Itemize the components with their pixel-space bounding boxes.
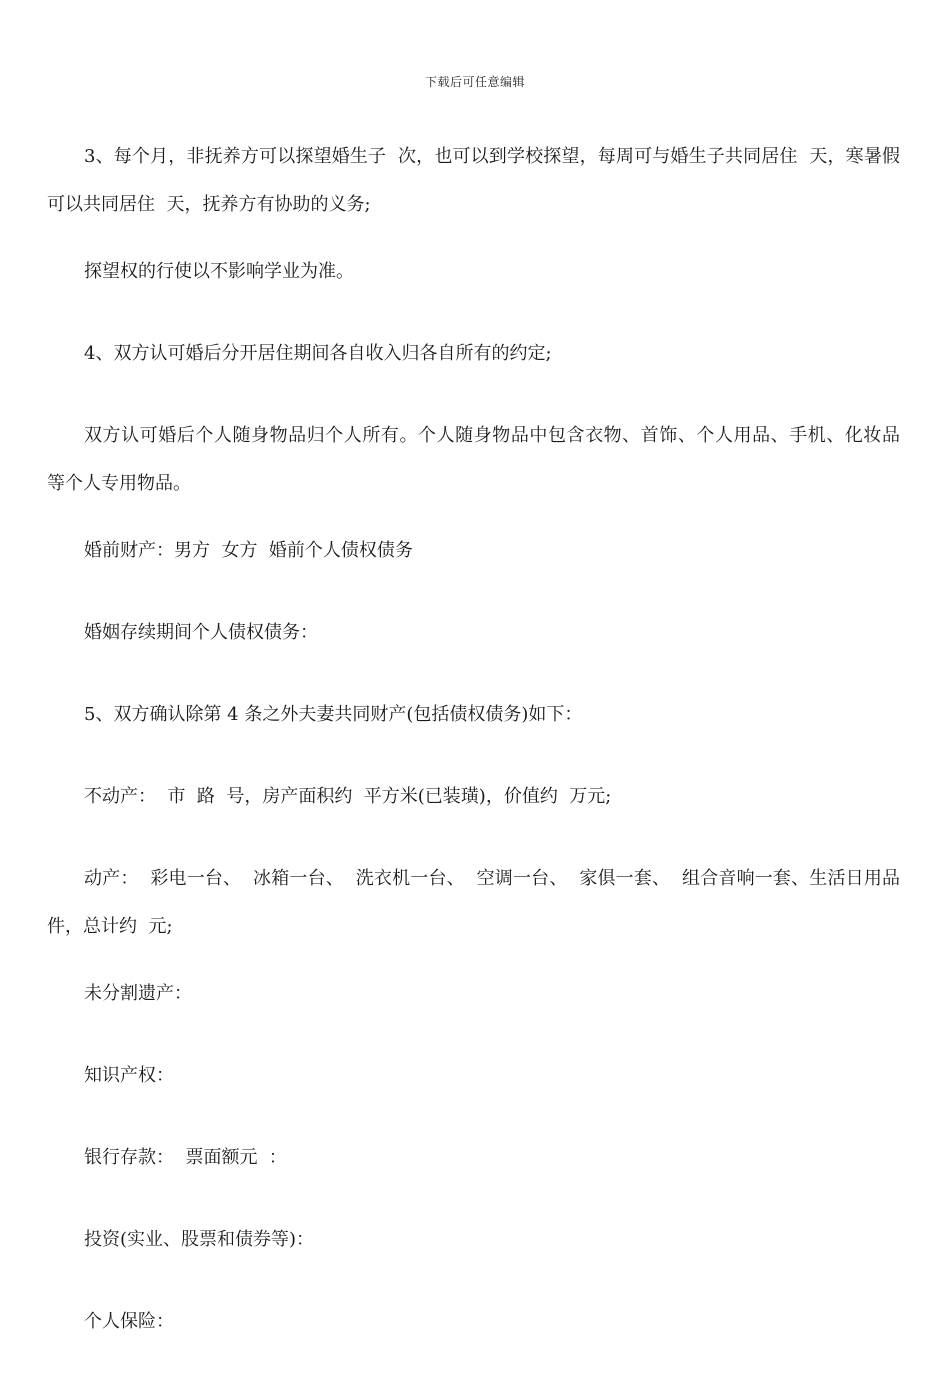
page-header: 下载后可任意编辑 bbox=[424, 75, 525, 89]
paragraph-investments: 投资(实业、股票和债券等)： bbox=[84, 1229, 315, 1250]
document-body bbox=[47, 133, 912, 1380]
paragraph-insurance: 个人保险： bbox=[84, 1311, 174, 1332]
paragraph-premarital-property: 婚前财产：男方 女方 婚前个人债权债务 bbox=[84, 540, 413, 561]
paragraph-personal-items: 双方认可婚后个人随身物品归个人所有。个人随身物品中包含衣物、首饰、个人用品、手机、化妆品 等个人专用物品。 bbox=[47, 425, 912, 494]
paragraph-intellectual-property: 知识产权： bbox=[84, 1065, 174, 1086]
paragraph-marital-debts: 婚姻存续期间个人债权债务： bbox=[84, 622, 318, 643]
paragraph-visitation-rule: 探望权的行使以不影响学业为准。 bbox=[84, 261, 354, 282]
paragraph-bank-deposits: 银行存款： 票面额元 ： bbox=[84, 1147, 287, 1168]
paragraph-income: 4、双方认可婚后分开居住期间各自收入归各自所有的约定; bbox=[84, 343, 552, 364]
paragraph-movables: 动产： 彩电一台、 冰箱一台、 洗衣机一台、 空调一台、 家俱一套、 组合音响一套、生活日用品 件，总计约 元; bbox=[47, 868, 912, 937]
paragraph-common-property: 5、双方确认除第 4 条之外夫妻共同财产(包括债权债务)如下： bbox=[84, 704, 583, 725]
paragraph-real-estate: 不动产： 市 路 号，房产面积约 平方米(已装璜)，价值约 万元; bbox=[84, 786, 612, 807]
paragraph-visitation: 3、每个月，非抚养方可以探望婚生子 次，也可以到学校探望，每周可与婚生子共同居住 天，寒暑假可以共同居住 天，抚养方有协助的义务; bbox=[47, 146, 900, 215]
paragraph-inheritance: 未分割遗产： bbox=[84, 983, 192, 1004]
